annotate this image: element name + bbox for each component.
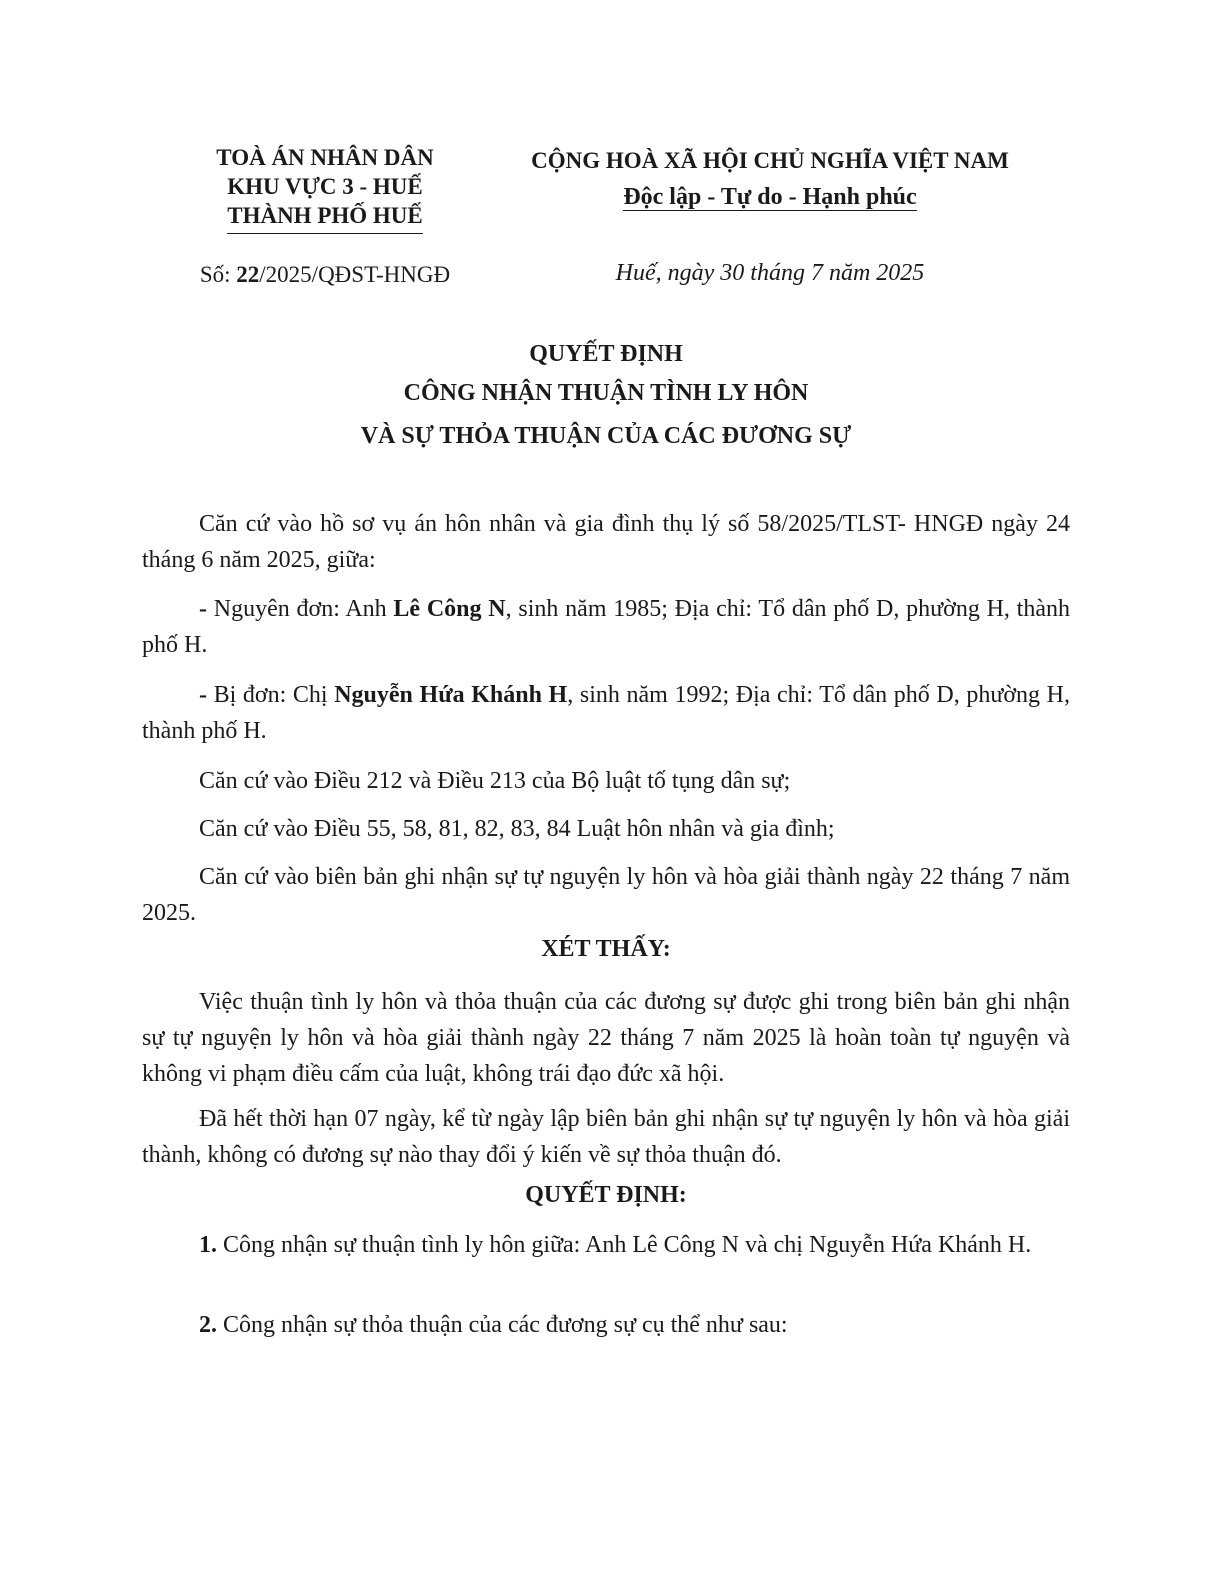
paragraph-findings-1: Việc thuận tình ly hôn và thỏa thuận của các đương sự được ghi trong biên bản ghi nhận sự tự nguyện ly hôn và hòa giải thành ngày 22 tháng 7 năm 2025 là hoàn toàn tự nguyện và không vi phạm điều cấm của luật, không trái đạo đức xã hội.: [142, 989, 1070, 1087]
paragraph-legal-basis-3: Căn cứ vào biên bản ghi nhận sự tự nguyện ly hôn và hòa giải thành ngày 22 tháng 7 năm 2025.: [142, 864, 1070, 926]
court-name-line1: TOÀ ÁN NHÂN DÂN: [216, 145, 434, 170]
document-title: QUYẾT ĐỊNH: [529, 341, 683, 367]
document-number-value: 22: [236, 262, 260, 287]
document-number: Số: 22/2025/QĐST-HNGĐ: [199, 262, 451, 287]
paragraph-defendant: - Bị đơn: Chị Nguyễn Hứa Khánh H, sinh năm 1992; Địa chỉ: Tổ dân phố D, phường H, thành phố H.: [142, 682, 1070, 744]
paragraph-case-reference: Căn cứ vào hồ sơ vụ án hôn nhân và gia đình thụ lý số 58/2025/TLST- HNGĐ ngày 24 tháng 6 năm 2025, giữa:: [142, 511, 1070, 573]
decision-item-1: 1. Công nhận sự thuận tình ly hôn giữa: Anh Lê Công N và chị Nguyễn Hứa Khánh H.: [199, 1232, 1032, 1258]
document-date: Huế, ngày 30 tháng 7 năm 2025: [615, 260, 925, 286]
paragraph-legal-basis-1: Căn cứ vào Điều 212 và Điều 213 của Bộ luật tố tụng dân sự;: [199, 768, 791, 794]
paragraph-findings-2: Đã hết thời hạn 07 ngày, kể từ ngày lập biên bản ghi nhận sự tự nguyện ly hôn và hòa giải thành, không có đương sự nào thay đổi ý kiến về sự thỏa thuận đó.: [142, 1106, 1070, 1168]
section-heading-decision: QUYẾT ĐỊNH:: [525, 1182, 687, 1208]
court-header: [140, 143, 510, 234]
court-name-line3: THÀNH PHỐ HUẾ: [227, 201, 423, 234]
defendant-name: Nguyễn Hứa Khánh H: [334, 682, 568, 708]
section-heading-findings: XÉT THẤY:: [541, 936, 671, 962]
paragraph-plaintiff: - Nguyên đơn: Anh Lê Công N, sinh năm 1985; Địa chỉ: Tổ dân phố D, phường H, thành phố H.: [142, 596, 1071, 658]
document-subtitle-line1: CÔNG NHẬN THUẬN TÌNH LY HÔN: [403, 380, 809, 406]
country-name: CỘNG HOÀ XÃ HỘI CHỦ NGHĨA VIỆT NAM: [531, 148, 1009, 173]
national-header: [470, 143, 1070, 215]
court-name-line2: KHU VỰC 3 - HUẾ: [227, 174, 423, 199]
decision-item-2: 2. Công nhận sự thỏa thuận của các đương sự cụ thể như sau:: [199, 1312, 788, 1338]
document-subtitle-line2: VÀ SỰ THỎA THUẬN CỦA CÁC ĐƯƠNG SỰ: [360, 423, 852, 449]
plaintiff-name: Lê Công N: [393, 596, 506, 622]
paragraph-legal-basis-2: Căn cứ vào Điều 55, 58, 81, 82, 83, 84 Luật hôn nhân và gia đình;: [199, 816, 835, 842]
national-motto: Độc lập - Tự do - Hạnh phúc: [623, 184, 917, 210]
